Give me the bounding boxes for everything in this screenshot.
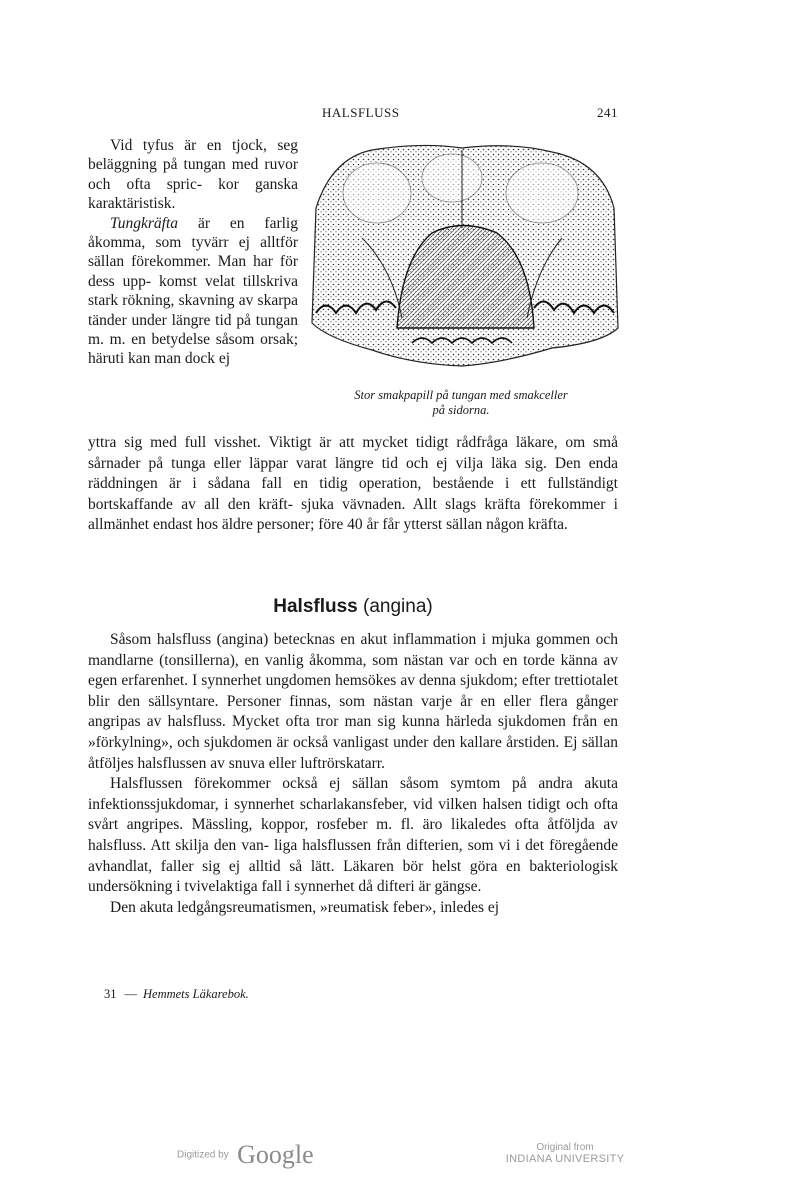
signature-text: Hemmets Läkarebok. [143,987,249,1001]
running-head [88,105,618,127]
section-paragraph-3: Den akuta ledgångsreumatismen, »reumatisk feber», inledes ej [110,898,500,916]
section-body [88,630,618,918]
section-heading-rest: (angina) [357,596,433,617]
original-from [500,1142,630,1165]
section-heading-bold: Halsfluss [273,596,358,617]
google-logo-text: Google [237,1140,314,1169]
tongue-papilla-illustration [302,138,624,370]
digitized-by-label: Digitized by [177,1149,229,1161]
paragraph-tungkrafta [88,214,298,369]
paragraph-kraftа-continued: yttra sig med full visshet. Viktigt är att mycket tidigt rådfråga läkare, om små sårnader på tunga eller läppar varat längre tid och ej vilja läka sig. Den enda räddningen är i sådana fall en tidig operation, bestående i ett fullständigt bortskaffande av all den kräft- sjuka vävnaden. Allt slags kräfta förekommer i allmänhet endast hos äldre personer; före 40 år får ytterst sällan någon kräfta. [88,434,618,534]
term-tungkrafta: Tungkräfta [110,214,179,232]
papilla-drawing [302,138,624,370]
original-from-label: Original from [536,1142,594,1153]
paragraph-tungkrafta-text: är en farlig åkomma, som tyvärr ej alltför sällan förekommer. Man har för dess upp- komst velat tillskriva stark rökning, skavning av skarpa tänder under längre tid på tungan m. m. en betydelse såsom orsak; häruti kan man dock ej [88,214,298,368]
figure-caption [305,388,617,418]
printer-signature [104,987,249,1002]
figure-caption-line-1: Stor smakpapill på tungan med smakceller [354,388,568,402]
section-paragraph-1: Såsom halsfluss (angina) betecknas en akut inflammation i mjuka gommen och mandlarne (tonsillerna), en vanlig åkomma, som nästan var och en torde känna av egen erfarenhet. I synnerhet ungdomen hemsökes av denna sjukdom; efter trettiotalet blir den sällsyntare. Personer finnas, som nästan varje år en eller flera gånger angripas av halsfluss. Mycket ofta tror man sig kunna härleda sjukdomen från en »förkylning», och sjukdomen är också vanligast under den kallare årstiden. Ej sällan åtföljes halsflussen av snuva eller luftrörskatarr. [88,631,618,772]
full-width-text [88,433,618,536]
institution-name: INDIANA UNIVERSITY [505,1153,625,1165]
section-paragraph-2: Halsflussen förekommer också ej sällan såsom symtom på andra akuta infektionssjukdomar, i synnerhet scharlakansfeber, vid vilken halsen tidigt och ofta svårt angripes. Mässling, koppor, rosfeber m. fl. äro likaledes ofta åtföljda av halsfluss. Att skilja den van- liga halsflussen från difterien, som vi i det föregående avhandlat, faller sig ej alltid så lätt. Läkaren bör helst göra en bakteriologisk undersökning i tvivelaktiga fall i synnerhet då difteri är gängse. [88,775,618,896]
running-head-title: HALSFLUSS [322,105,400,120]
figure-caption-line-2: på sidorna. [432,403,490,417]
signature-dash: — [124,987,137,1001]
section-heading [88,596,618,618]
page-number: 241 [597,105,618,120]
wrapped-text-column [88,136,298,369]
digitized-by-google [177,1140,314,1170]
paragraph-tyfus: Vid tyfus är en tjock, seg beläggning på tungan med ruvor och ofta spric- kor ganska karaktäristisk. [88,137,298,213]
signature-number: 31 [104,987,117,1001]
